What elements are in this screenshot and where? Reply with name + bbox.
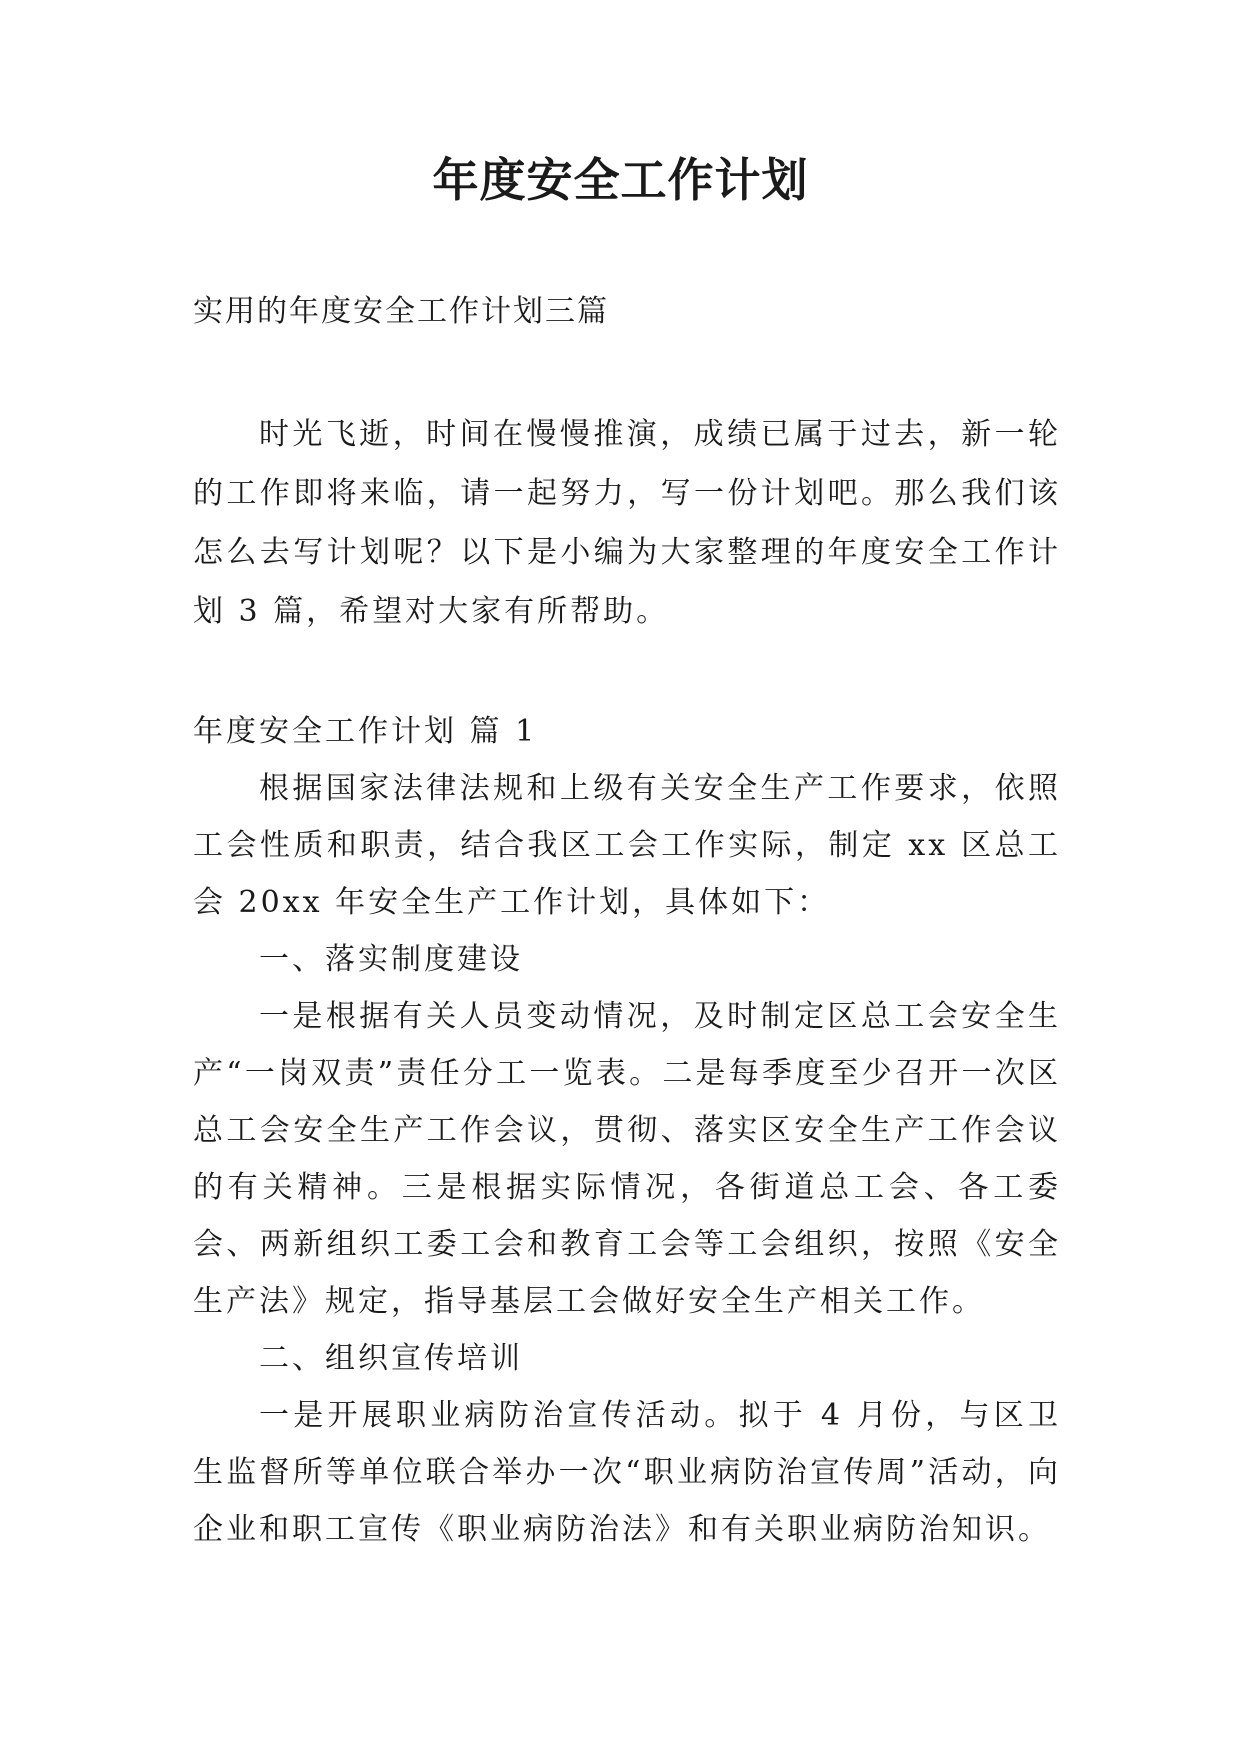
intro-paragraph: 时光飞逝，时间在慢慢推演，成绩已属于过去，新一轮的工作即将来临，请一起努力，写一份计划吧。那么我们该怎么去写计划呢？以下是小编为大家整理的年度安全工作计划 3 篇，希望对大家有所帮助。 — [193, 417, 1061, 629]
section-2-title: 二、组织宣传培训 — [259, 1341, 523, 1376]
document-subtitle: 实用的年度安全工作计划三篇 — [193, 294, 609, 329]
document-title: 年度安全工作计划 — [432, 153, 809, 207]
section-1-body: 一是根据有关人员变动情况，及时制定区总工会安全生产“一岗双责”责任分工一览表。二是每季度至少召开一次区总工会安全生产工作会议，贯彻、落实区安全生产工作会议的有关精神。三是根据实际情况，各街道总工会、各工委会、两新组织工委工会和教育工会等工会组织，按照《安全生产法》规定，指导基层工会做好安全生产相关工作。 — [193, 999, 1061, 1319]
article-1-heading: 年度安全工作计划 篇 1 — [193, 714, 538, 749]
section-1-title: 一、落实制度建设 — [259, 942, 523, 977]
article-1 — [193, 703, 1061, 1558]
section-2-body: 一是开展职业病防治宣传活动。拟于 4 月份，与区卫生监督所等单位联合举办一次“职业病防治宣传周”活动，向企业和职工宣传《职业病防治法》和有关职业病防治知识。 — [193, 1398, 1061, 1547]
article-1-paragraph: 根据国家法律法规和上级有关安全生产工作要求，依照工会性质和职责，结合我区工会工作实际，制定 xx 区总工会 20xx 年安全生产工作计划，具体如下： — [193, 771, 1061, 920]
